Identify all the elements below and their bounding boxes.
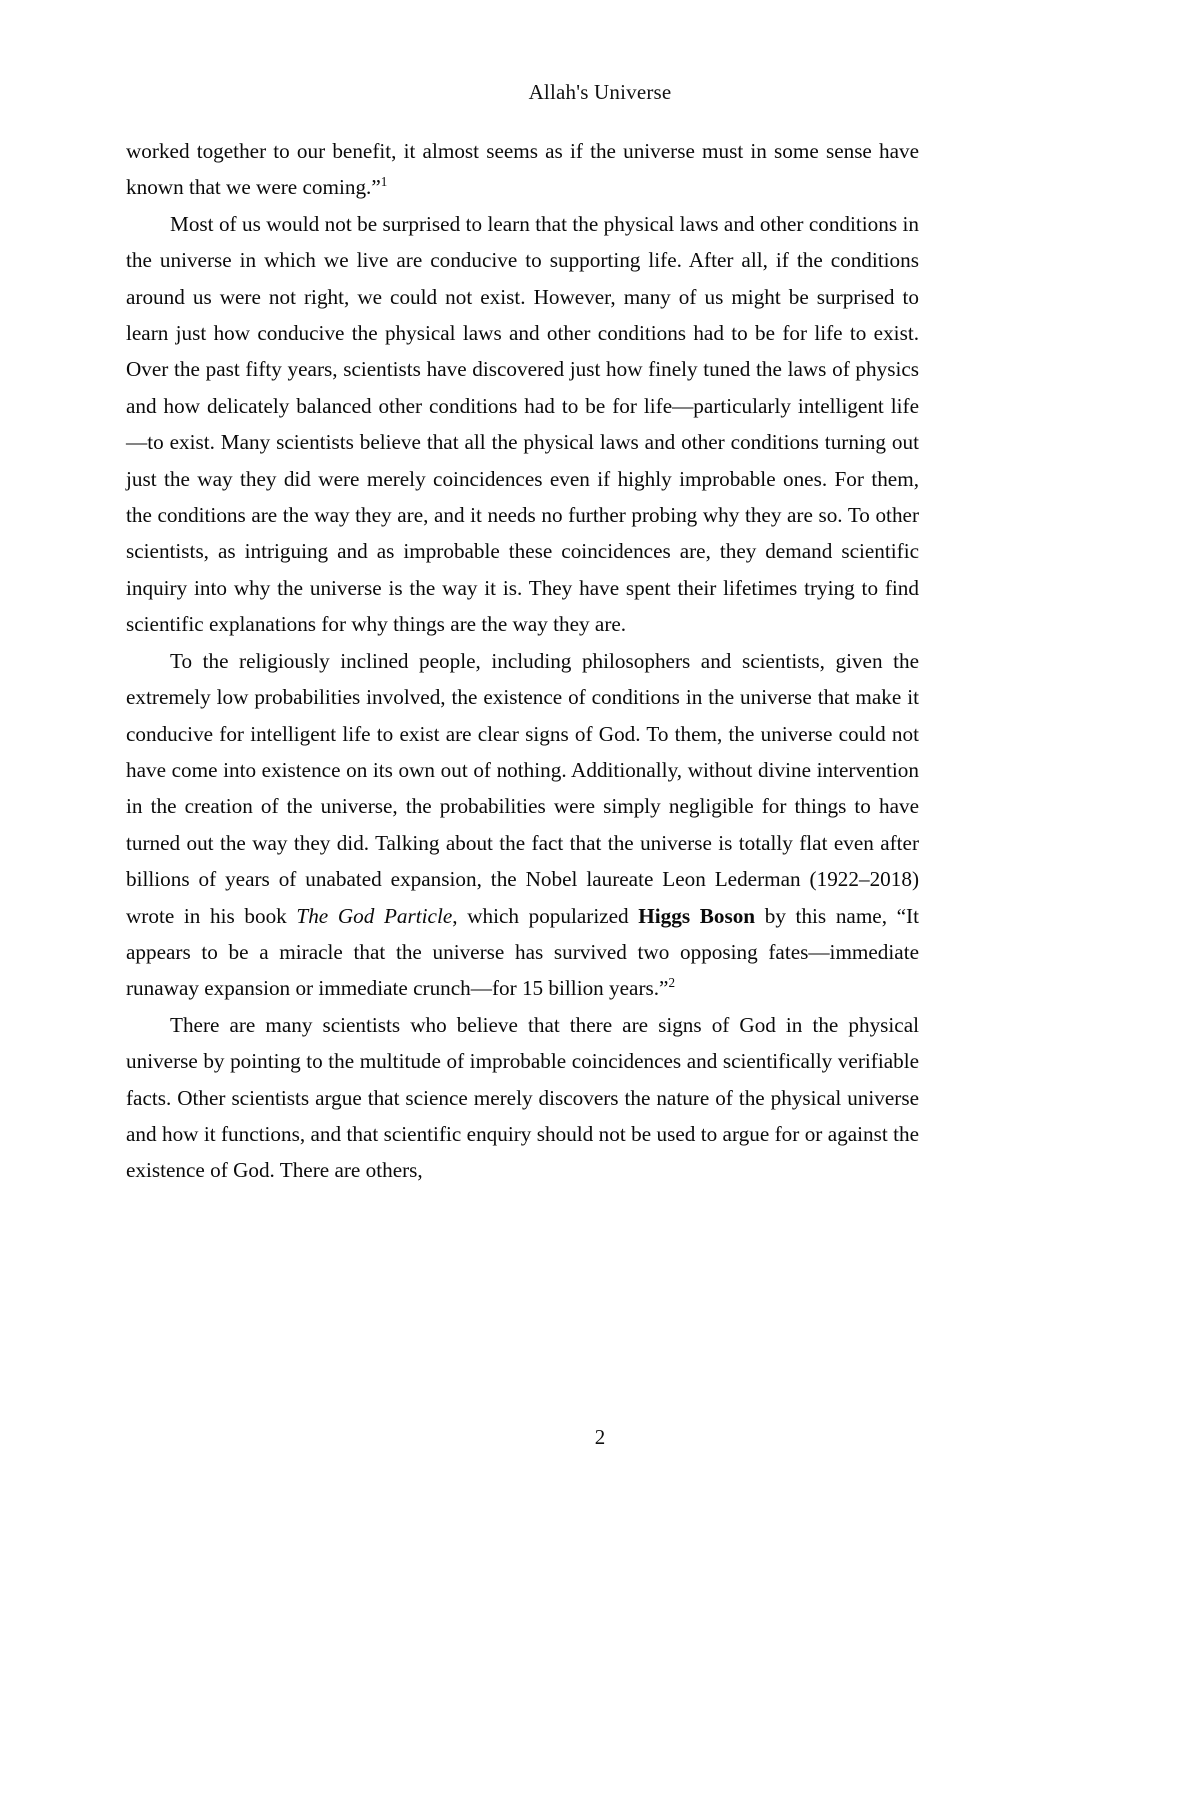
term-higgs-boson: Higgs Boson bbox=[638, 903, 756, 928]
footnote-marker-2[interactable]: 2 bbox=[668, 975, 676, 991]
paragraph-1 bbox=[126, 133, 919, 206]
running-head: Allah's Universe bbox=[528, 80, 672, 104]
paragraph-3-text-part-3: by this name, “It appears to be a miracle that the universe has survived two opposing fates—immediate runaway expansion or immediate crunch—for 15 billion years.” bbox=[126, 903, 919, 1001]
book-title-the-god-particle: The God Particle bbox=[296, 903, 453, 928]
page-number: 2 bbox=[594, 1425, 606, 1449]
paragraph-3 bbox=[126, 643, 919, 1007]
footnote-marker-1[interactable]: 1 bbox=[380, 174, 388, 190]
paragraph-4: There are many scientists who believe that there are signs of God in the physical universe by pointing to the multitude of improbable coincidences and scientifically verifiable facts. Other scientists argue that science merely discovers the nature of the physical universe and how it functions, and that scientific enquiry should not be used to argue for or against the existence of God. There are others, bbox=[126, 1012, 919, 1183]
paragraph-2: Most of us would not be surprised to learn that the physical laws and other conditions in the universe in which we live are conducive to supporting life. After all, if the conditions around us were not right, we could not exist. However, many of us might be surprised to learn just how conducive the physical laws and other conditions had to be for life to exist. Over the past fifty years, scientists have discovered just how finely tuned the laws of physics and how delicately balanced other conditions had to be for life—particularly intelligent life—to exist. Many scientists believe that all the physical laws and other conditions turning out just the way they did were merely coincidences even if highly improbable ones. For them, the conditions are the way they are, and it needs no further probing why they are so. To other scientists, as intriguing and as improbable these coincidences are, they demand scientific inquiry into why the universe is the way it is. They have spent their lifetimes trying to find scientific explanations for why things are the way they are. bbox=[126, 211, 919, 637]
paragraph-3-text-part-1: To the religiously inclined people, including philosophers and scientists, given the extremely low probabilities involved, the existence of conditions in the universe that make it conducive for intelligent life to exist are clear signs of God. To them, the universe could not have come into existence on its own out of nothing. Additionally, without divine intervention in the creation of the universe, the probabilities were simply negligible for things to have turned out the way they did. Talking about the fact that the universe is totally flat even after billions of years of unabated expansion, the Nobel laureate Leon Lederman (1922–2018) wrote in his book bbox=[126, 648, 919, 928]
paragraph-1-text: worked together to our benefit, it almost seems as if the universe must in some sense have known that we were coming.” bbox=[126, 139, 919, 200]
body-text-block bbox=[126, 133, 919, 1189]
paragraph-3-text-part-2: , which popularized bbox=[452, 903, 639, 928]
